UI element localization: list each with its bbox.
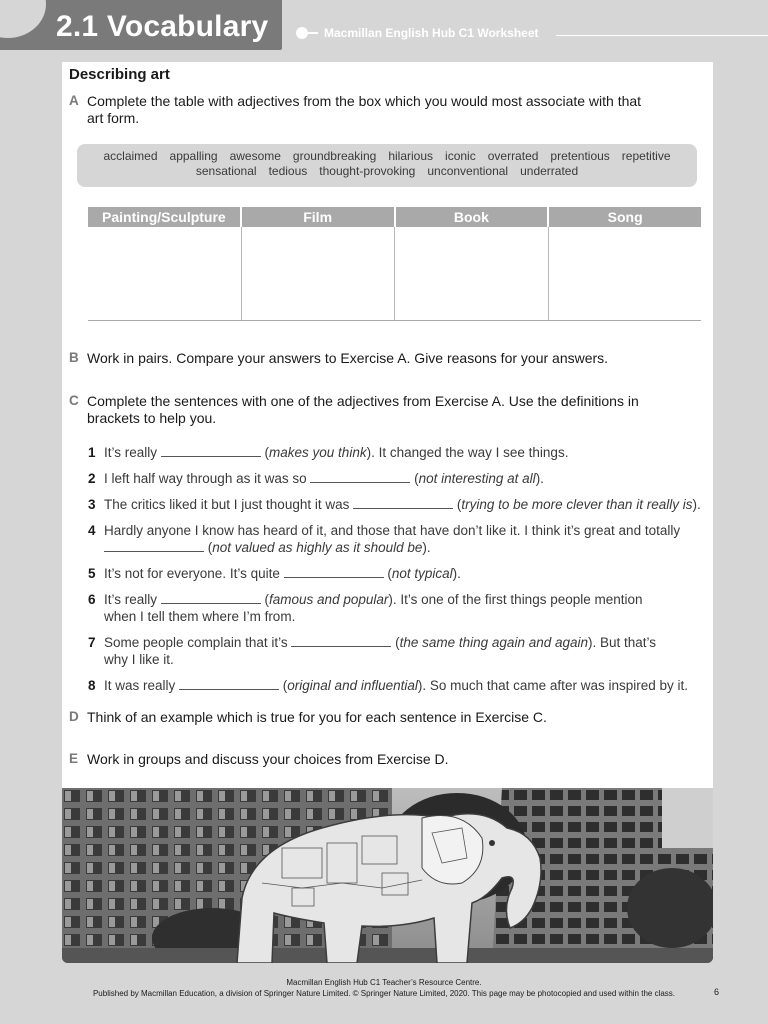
sentence-text: Hardly anyone I know has heard of it, and those that have don’t like it. I think it’s great and totally: [104, 523, 681, 538]
table-answer-cell[interactable]: [242, 227, 396, 320]
exercise-a-instruction: [87, 93, 697, 127]
decorative-curve: [0, 0, 46, 38]
definition-hint: makes you think: [269, 445, 367, 460]
exercise-b-instruction: Work in pairs. Compare your answers to Exercise A. Give reasons for your answers.: [87, 350, 609, 366]
exercise-b-letter: B: [69, 350, 79, 365]
footer-line1: Macmillan English Hub C1 Teacher’s Resource Centre.: [286, 978, 482, 987]
sentence-text: ).: [535, 471, 544, 486]
sentence-text: ).: [692, 497, 701, 512]
word-box-item: tedious: [268, 164, 308, 178]
sentence-number: 7: [88, 635, 96, 650]
sentence-number: 4: [88, 523, 96, 538]
definition-hint: original and influential: [287, 678, 418, 693]
sentence-text: It’s not for everyone. It’s quite: [104, 566, 284, 581]
sentence-text: I left half way through as it was so: [104, 471, 311, 486]
footer-line2: Published by Macmillan Education, a division of Springer Nature Limited. © Springer Nature Limited, 2020. This page may be photocopied and used within the class.: [92, 989, 676, 998]
word-box-item: pretentious: [550, 149, 610, 163]
definition-hint: not valued as highly as it should be: [212, 540, 423, 555]
table-header-cell: Book: [396, 207, 550, 227]
page-header: [0, 0, 768, 50]
table-answer-cell[interactable]: [549, 227, 702, 320]
exercise-a-letter: A: [69, 93, 79, 108]
definition-hint: famous and popular: [269, 592, 389, 607]
sentence-text: ).: [422, 540, 431, 555]
sentence-text: ). So much that came after was inspired by it.: [417, 678, 688, 693]
word-box-item: awesome: [229, 149, 281, 163]
word-box-item: overrated: [487, 149, 539, 163]
exercise-d-instruction: Think of an example which is true for you for each sentence in Exercise C.: [87, 709, 547, 725]
answer-blank[interactable]: [104, 539, 204, 552]
definition-hint: not typical: [391, 566, 453, 581]
sentence-text: It’s really: [104, 445, 161, 460]
word-box-item: appalling: [169, 149, 218, 163]
definition-hint: not interesting at all: [418, 471, 536, 486]
sentence-text: why I like it.: [104, 652, 174, 667]
sentence-number: 5: [88, 566, 96, 581]
word-box-row: [77, 149, 697, 164]
sentence-number: 3: [88, 497, 96, 512]
sentence-text: ). But that’s: [588, 635, 657, 650]
exercise-a-line2: art form.: [87, 110, 140, 126]
sentence-text: The critics liked it but I just thought it was: [104, 497, 354, 512]
word-box: [77, 144, 697, 187]
title-block: [0, 0, 282, 50]
definition-hint: trying to be more clever than it really is: [461, 497, 693, 512]
table-header-cell: Film: [242, 207, 396, 227]
answer-blank[interactable]: [179, 677, 279, 690]
answer-blank[interactable]: [284, 565, 384, 578]
answer-blank[interactable]: [291, 634, 391, 647]
exercise-e-letter: E: [69, 751, 79, 766]
sentence-text: ). It changed the way I see things.: [366, 445, 569, 460]
definition-hint: the same thing again and again: [399, 635, 589, 650]
dash-icon: [308, 32, 318, 34]
brand-label: Macmillan English Hub C1 Worksheet: [324, 26, 539, 40]
sentence-number: 1: [88, 445, 96, 460]
exercise-e-instruction: Work in groups and discuss your choices from Exercise D.: [87, 751, 449, 767]
exercise-c-line2: brackets to help you.: [87, 410, 217, 426]
word-box-item: repetitive: [621, 149, 671, 163]
exercise-a-line1: Complete the table with adjectives from the box which you would most associate with that: [87, 93, 642, 109]
word-box-item: groundbreaking: [292, 149, 377, 163]
section-title: Describing art: [69, 66, 170, 83]
header-rule: [556, 35, 768, 36]
table-header-cell: Painting/Sculpture: [88, 207, 242, 227]
sentence-text: ).: [452, 566, 461, 581]
exercise-c-letter: C: [69, 393, 79, 408]
table-answer-cell[interactable]: [395, 227, 549, 320]
answer-blank[interactable]: [353, 496, 453, 509]
exercise-c-instruction: [87, 393, 697, 427]
answer-blank[interactable]: [161, 591, 261, 604]
table-body-row: [88, 227, 701, 321]
brand: [296, 26, 539, 40]
sentence-text: ). It’s one of the first things people mention: [388, 592, 643, 607]
word-box-item: thought-provoking: [319, 164, 416, 178]
table-answer-cell[interactable]: [88, 227, 242, 320]
sentence-number: 2: [88, 471, 96, 486]
page-number: 6: [714, 987, 720, 997]
answer-blank[interactable]: [161, 444, 261, 457]
sentence-number: 8: [88, 678, 96, 693]
sentence-text: It was really: [104, 678, 180, 693]
table-header-row: [88, 207, 701, 227]
answer-table: [88, 207, 701, 321]
page-footer: [0, 977, 768, 999]
sentence-text: Some people complain that it’s: [104, 635, 292, 650]
word-box-item: acclaimed: [103, 149, 158, 163]
bullet-dot-icon: [296, 27, 308, 39]
elephant-sculpture-photo: [62, 788, 713, 963]
page-title: 2.1 Vocabulary: [56, 10, 269, 43]
exercise-c-line1: Complete the sentences with one of the adjectives from Exercise A. Use the definitions in: [87, 393, 639, 409]
word-box-item: unconventional: [427, 164, 509, 178]
word-box-item: hilarious: [388, 149, 434, 163]
sentence-text: It’s really: [104, 592, 161, 607]
worksheet-panel: Describing art A Complete the table with adjectives from the box which you would most associate with that art form. acclaimed appalling awesome groundbreaking hilarious iconic overrated pretentious repetitive sensational tedious thought-provoking unconventional underrated Painting/Sculpture Film Book Song B Work in pairs. Compare your answers to Exercise A. Give reasons for your answers. C Complete the sentences with one of the adjectives from Exercise A. Use the definitions in brackets to help you. 1 It’s really (makes you think). It changed the way I see things. 2 I left half way through as it was so (not interesting at all). 3 The critics liked it but I just thought it was (trying to be more clever than it really is). 4 Hardly anyone I know has heard of it, and those that have don’t like it. I think it’s great and totally (not valued as highly as it should be). 5 It’s not for everyone. It’s quite (not typical). 6 It’s really (famous and popular). It’s one of the first things people mention when I tell them where I’m from. 7 Some people complain that it’s (the same thing again and again). But that’s why I like it. 8 It was really (original and influential). So much that came after was inspired by it. D Think of an example which is true for you for each sentence in Exercise C. E Work in groups and discuss your choices from Exercise D.: [62, 62, 713, 788]
answer-blank[interactable]: [310, 470, 410, 483]
word-box-item: sensational: [195, 164, 257, 178]
sentence-text: when I tell them where I’m from.: [104, 609, 296, 624]
exercise-d-letter: D: [69, 709, 79, 724]
sentence-number: 6: [88, 592, 96, 607]
table-header-cell: Song: [549, 207, 701, 227]
word-box-item: iconic: [445, 149, 476, 163]
word-box-item: underrated: [520, 164, 579, 178]
word-box-row: [77, 164, 697, 179]
